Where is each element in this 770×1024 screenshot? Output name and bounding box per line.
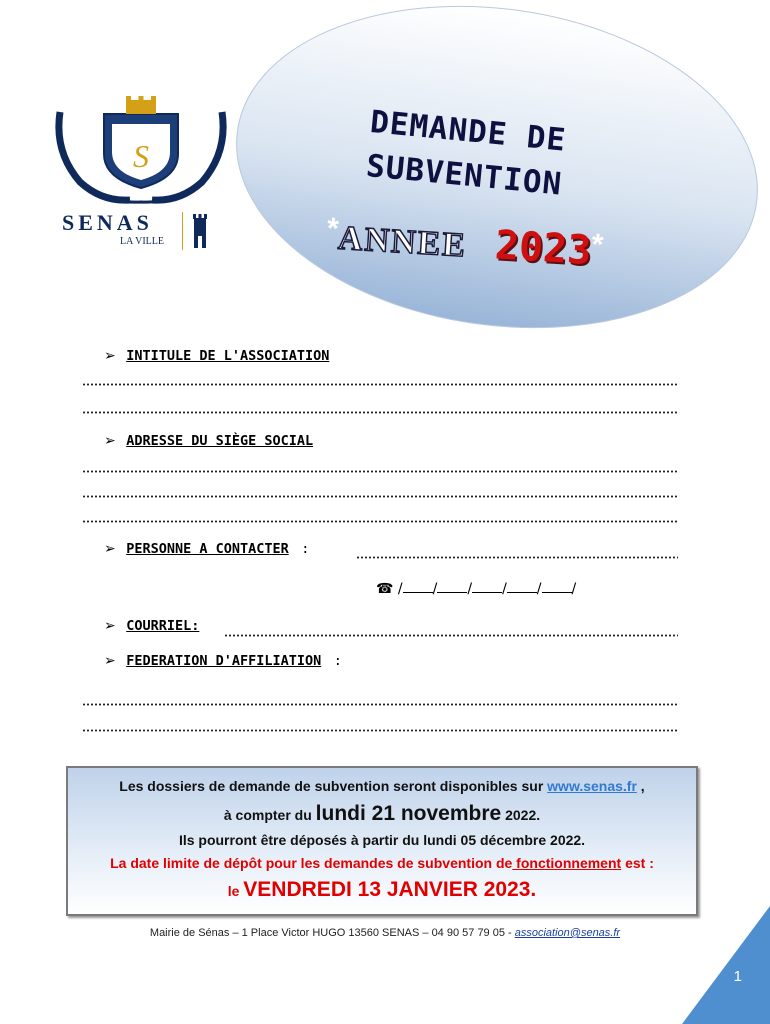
- adresse-line-2[interactable]: [82, 495, 678, 498]
- star-right: *: [590, 228, 605, 262]
- adresse-row: [104, 432, 313, 450]
- intitule-row: [104, 347, 329, 365]
- phone-blank: [472, 580, 502, 593]
- adresse-label: ADRESSE DU SIÈGE SOCIAL: [126, 433, 314, 449]
- courriel-dots: [224, 634, 678, 637]
- info-box: [66, 766, 698, 916]
- arrow-bullet-icon: ➢: [104, 653, 116, 669]
- star-left: *: [325, 212, 340, 246]
- year-label: 2023: [493, 222, 593, 275]
- info-deadline-date: VENDREDI 13 JANVIER 2023.: [243, 878, 537, 901]
- personne-colon: :: [301, 541, 310, 557]
- phone-slash: /: [502, 581, 507, 597]
- footer-email-link[interactable]: association@senas.fr: [514, 927, 621, 939]
- footer-address: Mairie de Sénas – 1 Place Victor HUGO 13560 SENAS – 04 90 57 79 05 -: [149, 927, 515, 939]
- courriel-label: COURRIEL:: [126, 618, 200, 634]
- logo-name: SENAS: [62, 210, 153, 235]
- title-line-2: SUBVENTION: [364, 148, 564, 203]
- info-line-2: [68, 802, 696, 826]
- intitule-line-2[interactable]: [82, 411, 678, 414]
- phone-blank: [403, 580, 433, 593]
- info-fonctionnement: fonctionnement: [512, 855, 622, 871]
- phone-icon: ☎: [376, 581, 394, 597]
- corner-decoration: [682, 906, 770, 1024]
- federation-line-1[interactable]: [82, 703, 678, 706]
- federation-row: [104, 652, 342, 670]
- info-start-date: lundi 21 novembre: [315, 802, 502, 825]
- info-line4-end: est :: [621, 855, 654, 871]
- info-line-3: Ils pourront être déposés à partir du lundi 05 décembre 2022.: [178, 832, 586, 848]
- courriel-row: [104, 617, 199, 635]
- info-deadline-prefix: le: [227, 883, 244, 899]
- federation-line-2[interactable]: [82, 729, 678, 732]
- info-start-year: 2022.: [501, 807, 541, 823]
- info-line-4: [68, 855, 696, 871]
- arrow-bullet-icon: ➢: [104, 348, 116, 364]
- phone-slash: /: [571, 581, 577, 597]
- phone-slash: /: [397, 581, 403, 597]
- annee-label: ANNEE: [336, 219, 469, 265]
- info-line-5: [68, 878, 696, 902]
- federation-colon: :: [333, 653, 342, 669]
- arrow-bullet-icon: ➢: [104, 541, 116, 557]
- logo-subtitle: LA VILLE: [120, 236, 164, 247]
- personne-label: PERSONNE A CONTACTER: [126, 541, 289, 557]
- personne-dots: [356, 556, 678, 559]
- personne-row: [104, 540, 309, 558]
- footer: [0, 927, 770, 939]
- phone-slash: /: [432, 581, 438, 597]
- info-line1-end: ,: [636, 778, 645, 794]
- phone-slash: /: [536, 581, 542, 597]
- federation-label: FEDERATION D'AFFILIATION: [126, 653, 322, 669]
- info-line-1: [68, 778, 696, 794]
- info-availability-text: Les dossiers de demande de subvention seront disponibles sur: [119, 778, 548, 794]
- phone-slash: /: [467, 581, 473, 597]
- intitule-line-1[interactable]: [82, 383, 678, 386]
- intitule-label: INTITULE DE L'ASSOCIATION: [126, 348, 330, 364]
- info-from-text: à compter du: [223, 807, 316, 823]
- phone-blank: [437, 580, 467, 593]
- senas-logo: [52, 92, 230, 262]
- personne-field[interactable]: [356, 549, 678, 567]
- phone-blank: [542, 580, 572, 593]
- info-deadline-text: La date limite de dépôt pour les demandes de subvention de: [110, 855, 513, 871]
- svg-text:S: S: [133, 138, 149, 174]
- tower-icon: [192, 212, 208, 248]
- title-line-1: DEMANDE DE: [368, 104, 568, 159]
- courriel-field[interactable]: [224, 627, 678, 645]
- adresse-line-3[interactable]: [82, 520, 678, 523]
- senas-website-link[interactable]: www.senas.fr: [547, 778, 637, 794]
- phone-blank: [507, 580, 537, 593]
- arrow-bullet-icon: ➢: [104, 433, 116, 449]
- adresse-line-1[interactable]: [82, 470, 678, 473]
- logo-divider: [182, 212, 183, 250]
- arrow-bullet-icon: ➢: [104, 618, 116, 634]
- phone-row[interactable]: [376, 580, 576, 597]
- page-number: 1: [733, 968, 742, 985]
